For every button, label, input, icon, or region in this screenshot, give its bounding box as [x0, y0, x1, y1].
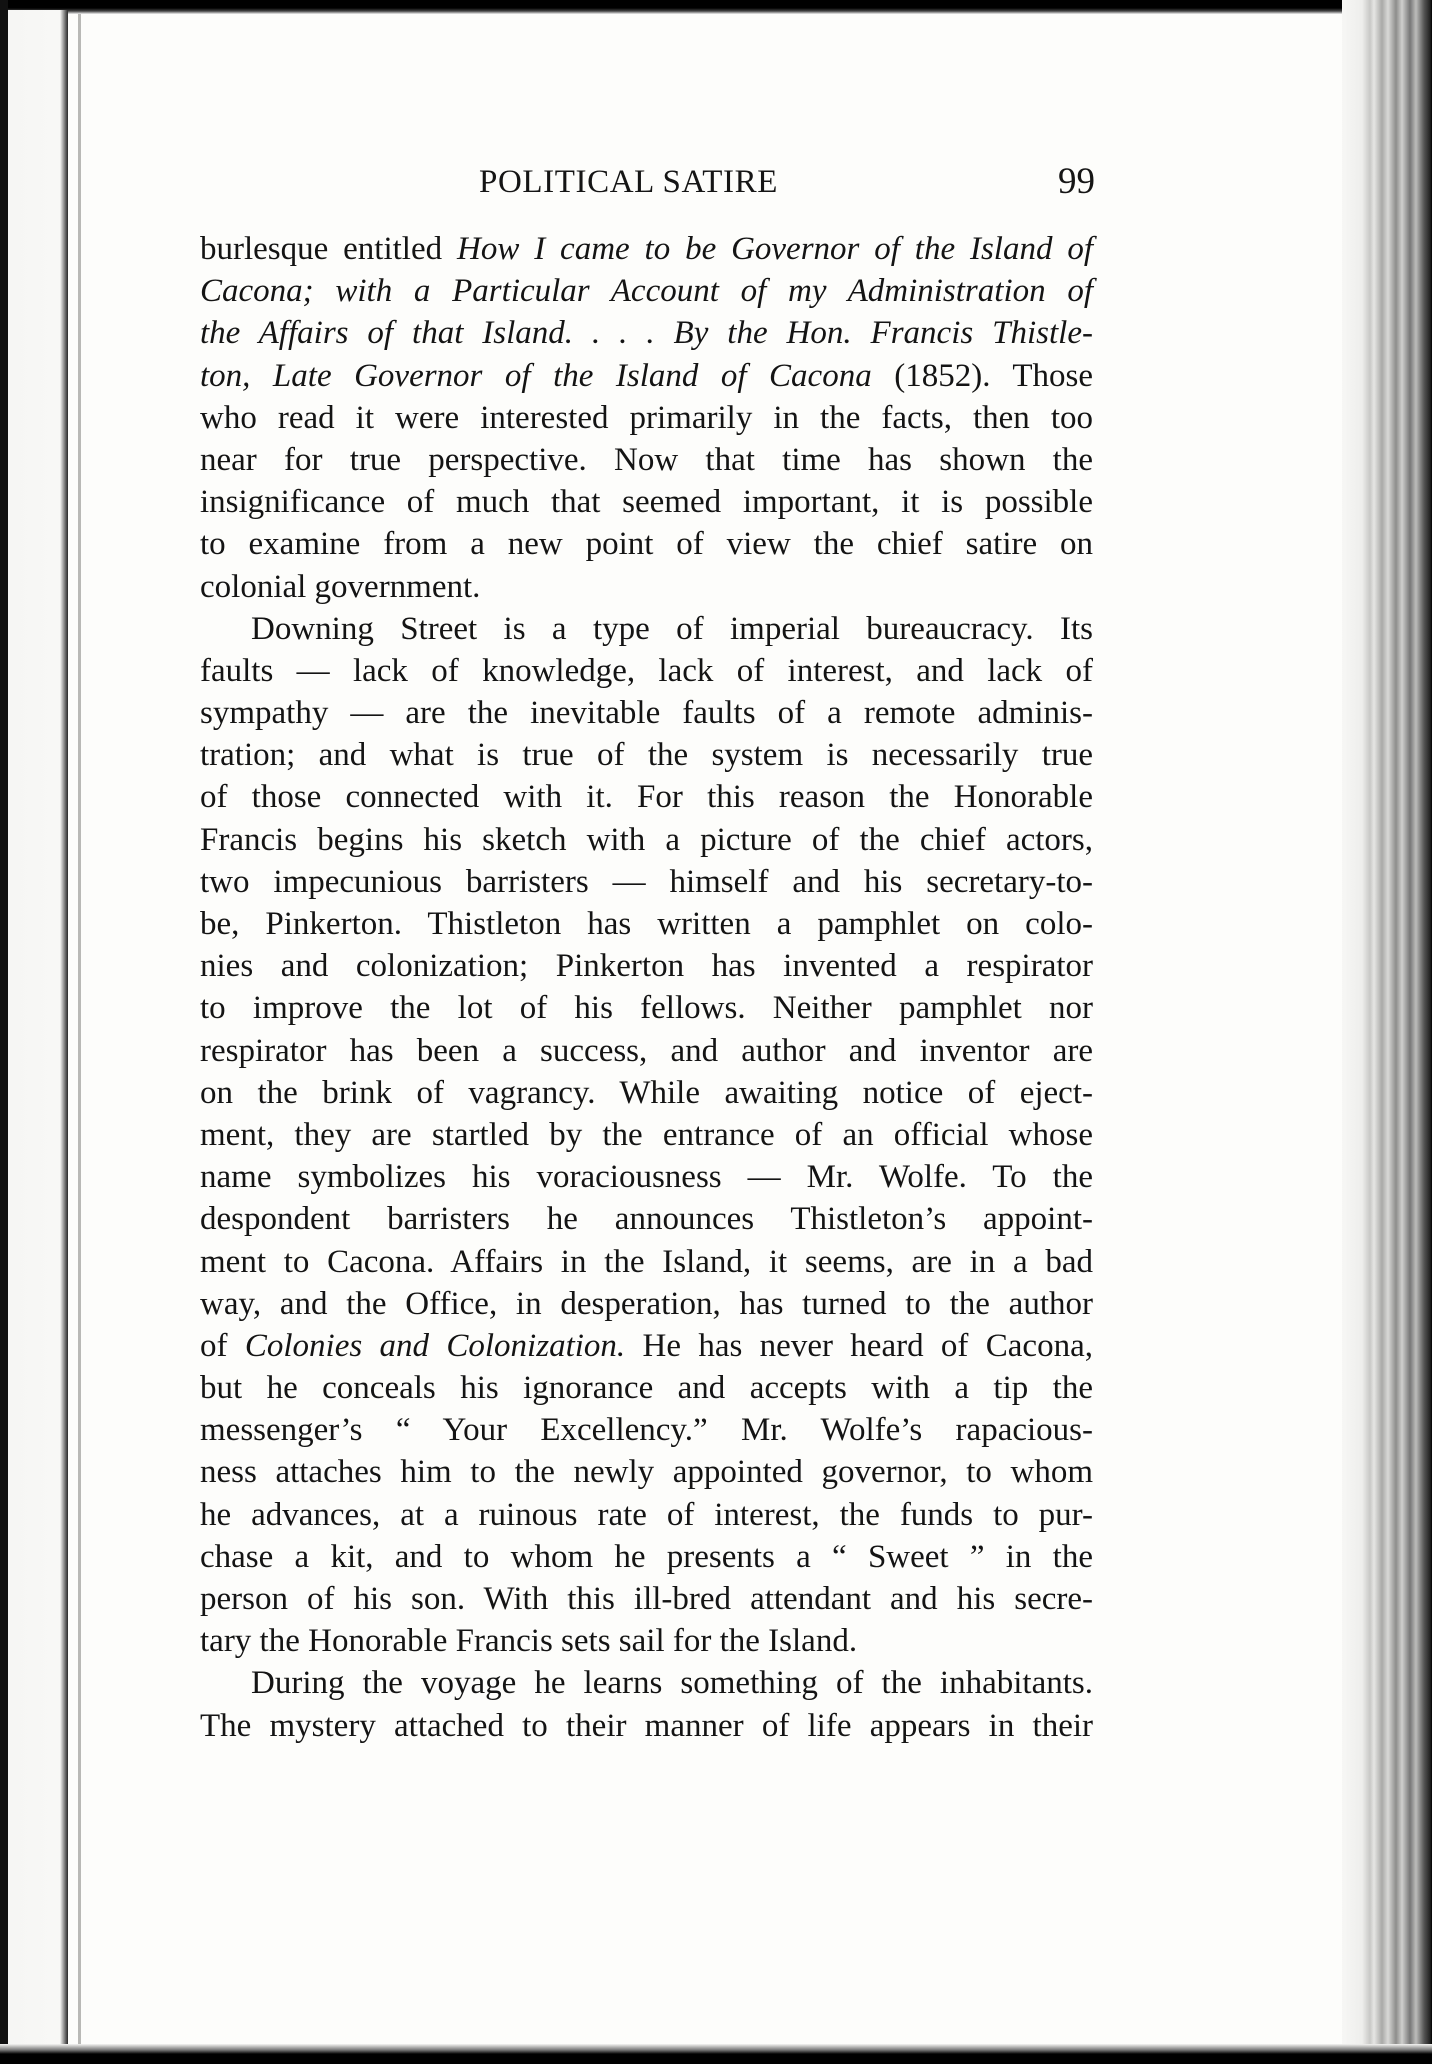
scan-left-edge — [0, 0, 8, 2064]
scan-bottom-edge — [0, 2044, 1432, 2064]
text-line: respirator has been a success, and author and inventor are — [200, 1032, 1093, 1069]
text-line: who read it were interested primarily in the facts, then too — [200, 399, 1093, 436]
text-line: Downing Street is a type of imperial bureaucracy. Its — [251, 610, 1093, 647]
text-line: faults — lack of knowledge, lack of interest, and lack of — [200, 652, 1093, 689]
text-line: near for true perspective. Now that time has shown the — [200, 441, 1093, 478]
text-line: sympathy — are the inevitable faults of a remote adminis- — [200, 695, 1093, 732]
page-edge-stack — [1342, 0, 1432, 2064]
text-line: way, and the Office, in desperation, has turned to the author — [200, 1285, 1093, 1322]
text-line: ness attaches him to the newly appointed governor, to whom — [200, 1454, 1093, 1491]
text-line: Cacona; with a Particular Account of my Administration of — [200, 273, 1093, 310]
text-line: Francis begins his sketch with a picture of the chief actors, — [200, 821, 1093, 858]
text-line: burlesque entitled How I came to be Governor of the Island of — [200, 231, 1093, 267]
text-line: name symbolizes his voraciousness — Mr. Wolfe. To the — [200, 1159, 1093, 1196]
running-head-title: POLITICAL SATIRE — [479, 164, 778, 200]
text-line: colonial government. — [200, 568, 481, 605]
text-line: despondent barristers he announces Thistleton’s appoint- — [200, 1201, 1093, 1238]
text-line: of Colonies and Colonization. He has never heard of Cacona, — [200, 1327, 1093, 1364]
text-line: on the brink of vagrancy. While awaiting notice of eject- — [200, 1074, 1093, 1111]
scan-top-edge — [0, 0, 1432, 14]
running-head — [393, 160, 1095, 210]
text-line: tary the Honorable Francis sets sail for the Island. — [200, 1623, 858, 1660]
text-line: ment to Cacona. Affairs in the Island, it seems, are in a bad — [200, 1243, 1093, 1280]
page-number: 99 — [1058, 161, 1095, 202]
body-text — [200, 228, 1093, 1747]
text-line: the Affairs of that Island. . . . By the Hon. Francis Thistle- — [200, 315, 1093, 352]
text-line: nies and colonization; Pinkerton has invented a respirator — [200, 948, 1093, 985]
text-line: insignificance of much that seemed important, it is possible — [200, 484, 1093, 521]
book-gutter — [8, 10, 68, 2050]
text-line: messenger’s “ Your Excellency.” Mr. Wolfe’s rapacious- — [200, 1412, 1093, 1449]
text-line: person of his son. With this ill-bred attendant and his secre- — [200, 1581, 1093, 1617]
text-line: to examine from a new point of view the chief satire on — [200, 526, 1093, 563]
text-line: ton, Late Governor of the Island of Cacona (1852). Those — [200, 357, 1093, 394]
text-line: he advances, at a ruinous rate of interest, the funds to pur- — [200, 1496, 1093, 1533]
text-line: chase a kit, and to whom he presents a “ Sweet ” in the — [200, 1538, 1093, 1575]
text-line: two impecunious barristers — himself and his secretary-to- — [200, 863, 1093, 900]
text-line: During the voyage he learns something of the inhabitants. — [251, 1665, 1093, 1702]
text-line: The mystery attached to their manner of life appears in their — [200, 1707, 1093, 1744]
text-line: ment, they are startled by the entrance of an official whose — [200, 1116, 1093, 1153]
text-line: to improve the lot of his fellows. Neither pamphlet nor — [200, 990, 1093, 1027]
gutter-shadow-line — [78, 14, 81, 2048]
text-line: of those connected with it. For this reason the Honorable — [200, 779, 1093, 816]
text-line: be, Pinkerton. Thistleton has written a pamphlet on colo- — [200, 906, 1093, 942]
text-line: but he conceals his ignorance and accepts with a tip the — [200, 1370, 1093, 1407]
text-line: tration; and what is true of the system is necessarily true — [200, 737, 1093, 774]
